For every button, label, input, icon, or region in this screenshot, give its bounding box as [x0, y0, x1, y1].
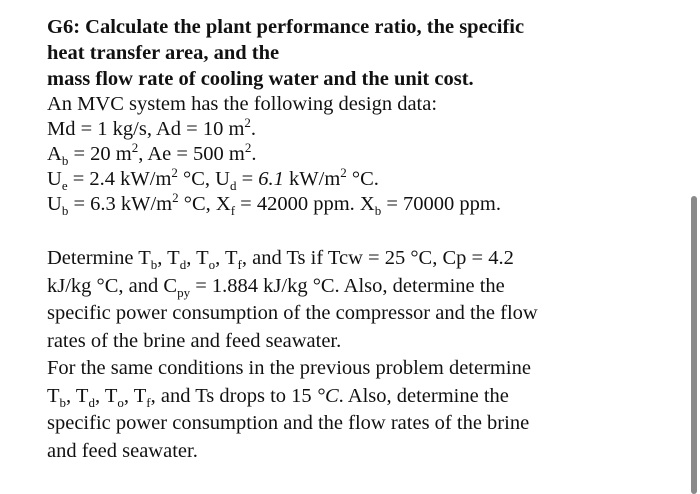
- l6-b: , T: [66, 384, 89, 407]
- l1-sub-o: o: [208, 257, 216, 273]
- ab-text-a: A: [47, 143, 62, 165]
- ab-end: .: [251, 143, 257, 165]
- problem-line-2: [47, 273, 667, 301]
- title-line-1: G6: Calculate the plant performance ratio, the specific: [47, 16, 525, 38]
- design-line-u: [47, 167, 667, 192]
- ub-sub: b: [61, 203, 69, 219]
- l1-a: Determine T: [47, 247, 151, 269]
- l6-a: T: [47, 384, 60, 407]
- l6-sub-b: b: [59, 394, 67, 410]
- vertical-scrollbar[interactable]: [691, 196, 697, 494]
- design-line-ub-x: [47, 192, 667, 217]
- xb-text-b: = 70000 ppm.: [381, 193, 501, 215]
- ue-text-b: = 2.4 kW/m: [67, 168, 172, 190]
- ab-exp: 2: [131, 140, 139, 156]
- xb-sub: b: [374, 203, 382, 219]
- ue-sub: e: [61, 178, 68, 194]
- l6-d: , T: [123, 384, 147, 407]
- ud-value: 6.1: [258, 168, 284, 190]
- ue-exp: 2: [171, 165, 178, 181]
- l6-f: . Also, determine the: [338, 384, 509, 407]
- problem-line-4: rates of the brine and feed seawater.: [47, 329, 342, 352]
- ud-sub: d: [229, 178, 237, 194]
- l1-d: , T: [215, 247, 238, 269]
- l6-c: , T: [94, 384, 118, 407]
- l6-sub-d: d: [88, 394, 95, 410]
- problem-line-7: specific power consumption and the flow rates of the brine: [47, 412, 530, 434]
- l6-e: , and Ts drops to 15: [150, 384, 317, 407]
- ab-text-b: = 20 m: [68, 143, 132, 165]
- l6-unit: °C: [316, 384, 339, 407]
- ub-text-c: °C, X: [178, 193, 231, 215]
- intro-line: An MVC system has the following design data:: [47, 93, 438, 115]
- l2-a: kJ/kg °C, and C: [47, 274, 178, 297]
- l2-sub-py: py: [177, 284, 191, 300]
- l6-sub-o: o: [117, 394, 124, 410]
- xf-sub: f: [230, 203, 236, 219]
- title-line-2: heat transfer area, and the: [47, 42, 280, 64]
- ab-sub: b: [61, 153, 69, 169]
- l6-sub-f: f: [146, 394, 151, 410]
- problem-line-8: and feed seawater.: [47, 439, 198, 462]
- l1-sub-d: d: [179, 257, 187, 273]
- l1-e: , and Ts if Tcw = 25 °C, Cp = 4.2: [241, 247, 514, 269]
- problem-statement: [47, 245, 667, 465]
- problem-line-5: For the same conditions in the previous problem determine: [47, 357, 531, 379]
- l1-b: , T: [157, 247, 180, 269]
- l1-sub-b: b: [150, 257, 158, 273]
- ud-end: °C.: [346, 168, 379, 190]
- document-body: [47, 14, 667, 465]
- problem-line-3: specific power consumption of the compressor and the flow: [47, 302, 538, 324]
- l1-c: , T: [186, 247, 209, 269]
- design-line-ab: [47, 142, 667, 167]
- title-line-3: mass flow rate of cooling water and the unit cost.: [47, 68, 474, 90]
- problem-line-1: [47, 245, 667, 273]
- ub-text-b: = 6.3 kW/m: [68, 193, 173, 215]
- md-text: Md = 1 kg/s, Ad = 10 m: [47, 118, 245, 140]
- problem-title: [47, 14, 667, 92]
- md-exp: 2: [244, 115, 251, 131]
- xf-text-b: = 42000 ppm. X: [235, 193, 375, 215]
- ub-exp: 2: [172, 190, 179, 206]
- l1-sub-f: f: [237, 257, 242, 273]
- ae-exp: 2: [244, 140, 252, 156]
- ud-text-b: =: [236, 168, 259, 190]
- l2-b: = 1.884 kJ/kg °C. Also, determine the: [190, 274, 505, 297]
- ue-text-a: U: [47, 168, 62, 190]
- design-line-md: [47, 117, 667, 142]
- md-end: .: [250, 118, 257, 140]
- ud-text-c: kW/m: [283, 168, 341, 190]
- ue-text-c: °C, U: [177, 168, 230, 190]
- ab-text-c: , Ae = 500 m: [138, 143, 245, 165]
- ud-exp: 2: [340, 165, 347, 181]
- ub-text-a: U: [47, 193, 62, 215]
- problem-line-6: [47, 383, 667, 411]
- design-data-block: [47, 92, 667, 217]
